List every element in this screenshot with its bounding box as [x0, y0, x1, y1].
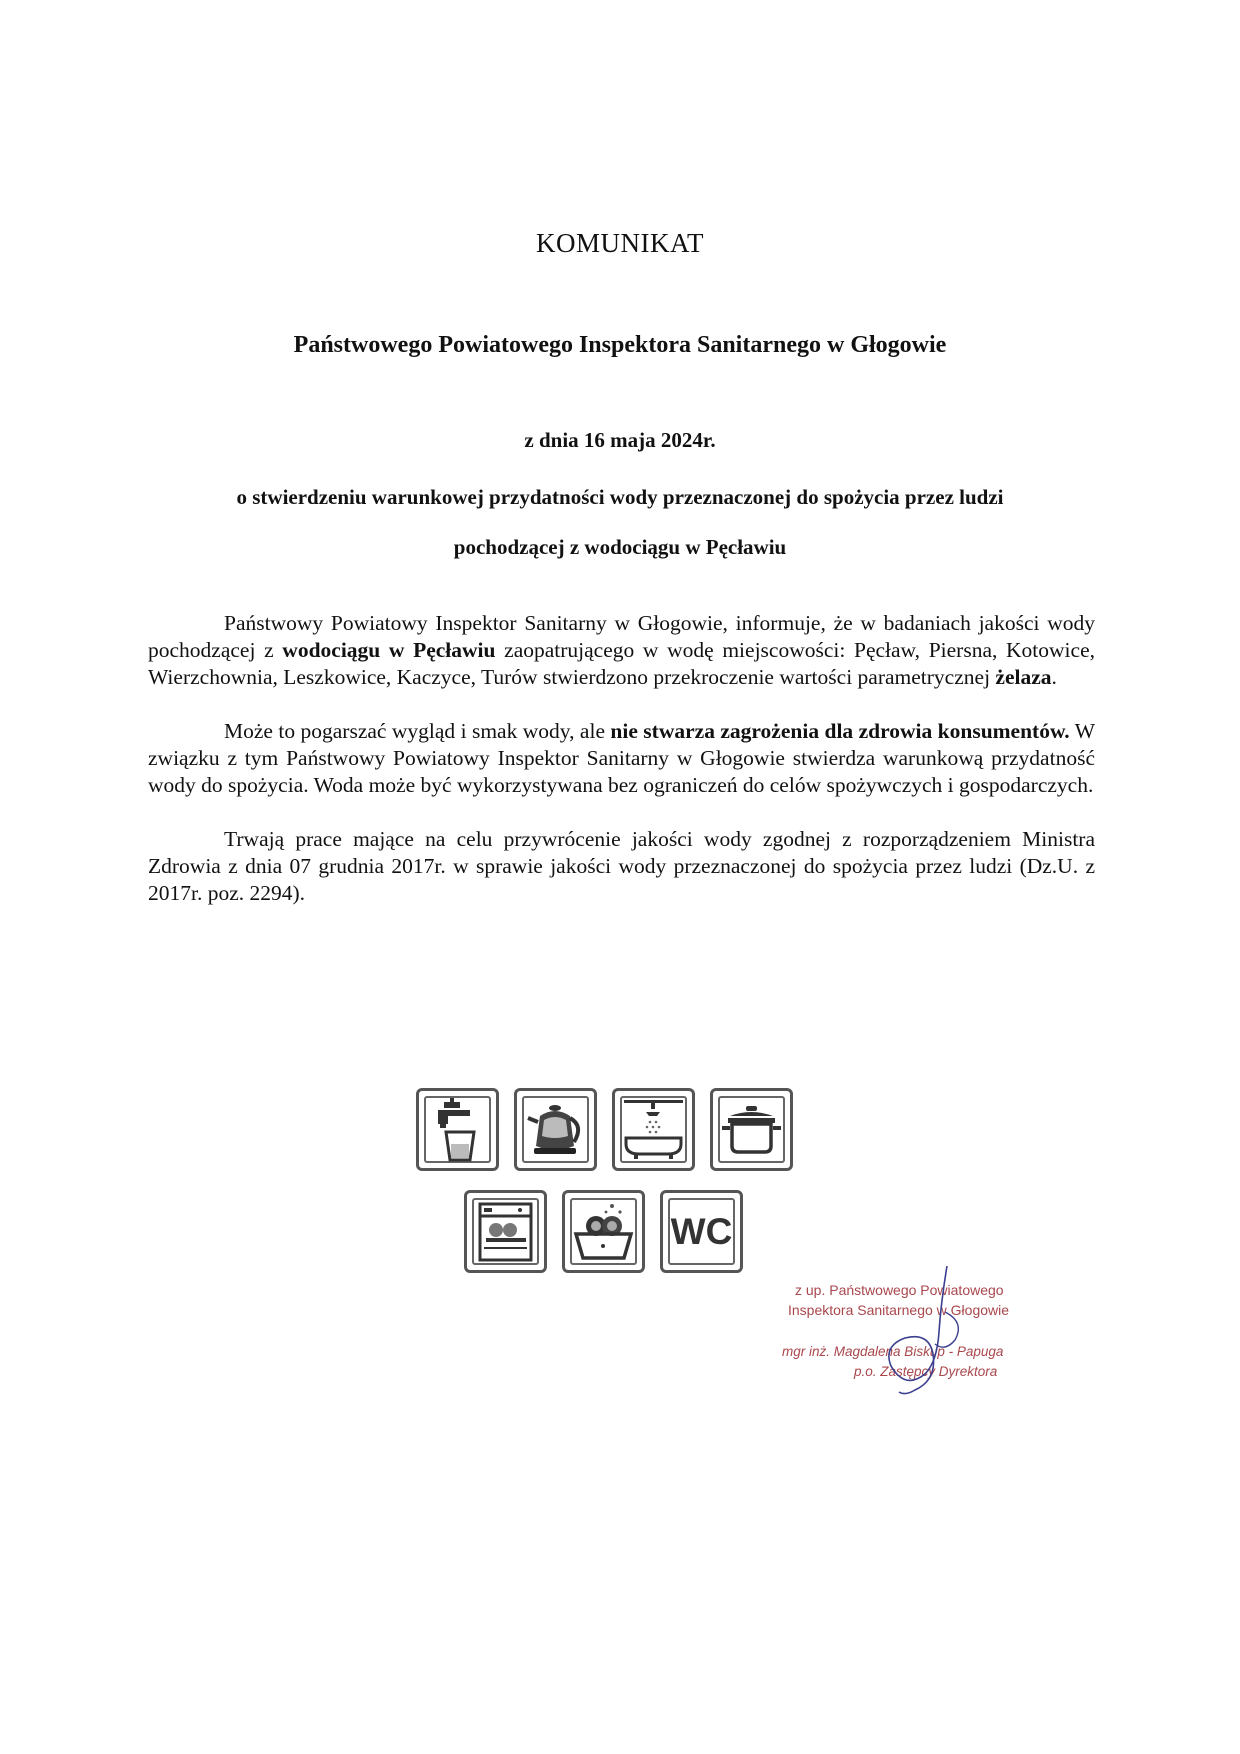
p1-text-e: .	[1051, 665, 1057, 689]
dishwasher-icon	[464, 1190, 547, 1273]
wc-label: WC	[670, 1210, 733, 1252]
stamp-line-3: mgr inż. Magdalena Biskup - Papuga	[782, 1344, 1004, 1359]
topic-line-1: o stwierdzeniu warunkowej przydatności wody przeznaczonej do spożycia przez ludzi	[236, 485, 1004, 509]
paragraph-2	[148, 718, 1095, 799]
document-title: KOMUNIKAT	[536, 228, 704, 258]
document-topic	[0, 472, 1240, 572]
p1-bold-waterworks: wodociągu w Pęcławiu	[282, 638, 496, 662]
cooking-pot-icon	[710, 1088, 793, 1171]
document-body	[148, 610, 1095, 934]
stamp-line-2: Inspektora Sanitarnego w Głogowie	[788, 1302, 1010, 1318]
handwritten-signature	[875, 1262, 985, 1402]
tap-glass-icon	[416, 1088, 499, 1171]
topic-line-2: pochodzącej z wodociągu w Pęcławiu	[453, 535, 787, 559]
issuer-subtitle: Państwowego Powiatowego Inspektora Sanitarnego w Głogowie	[293, 332, 947, 358]
paragraph-1	[148, 610, 1095, 691]
dish-washing-basin-icon	[562, 1190, 645, 1273]
p2-bold-no-threat: nie stwarza zagrożenia dla zdrowia konsumentów.	[610, 719, 1070, 743]
paragraph-3: Trwają prace mające na celu przywrócenie jakości wody zgodnej z rozporządzeniem Ministra Zdrowia z dnia 07 grudnia 2017r. w sprawie jakości wody przeznaczonej do spożycia przez ludzi (Dz.U. z 2017r. poz. 2294).	[148, 827, 1095, 905]
kettle-icon	[514, 1088, 597, 1171]
bathtub-shower-icon	[612, 1088, 695, 1171]
stamp-line-4: p.o. Zastępcy Dyrektora	[854, 1364, 998, 1379]
wc-icon	[660, 1190, 743, 1273]
usage-icons-grid	[412, 1088, 832, 1284]
p2-text-c: W związku z tym Państwowy Powiatowy Inspektor Sanitarny w Głogowie stwierdza warunkową przydatność wody do spożycia. Woda może być wykorzystywana bez ograniczeń do celów spożywczych i gospodarczych.	[148, 719, 1096, 797]
document-date: z dnia 16 maja 2024r.	[524, 428, 716, 452]
p1-text-a: Państwowy Powiatowy Inspektor Sanitarny w Głogowie, informuje, że w badaniach jakości wody pochodzącej z	[148, 611, 1095, 662]
p2-text-a: Może to pogarszać wygląd i smak wody, ale	[224, 719, 611, 743]
p1-text-c: zaopatrującego w wodę miejscowości: Pęcław, Piersna, Kotowice, Wierzchownia, Leszkowice, Kaczyce, Turów stwierdzono przekroczenie wartości parametrycznej	[148, 638, 1095, 689]
p1-bold-iron: żelaza	[995, 665, 1052, 689]
stamp-line-1: z up. Państwowego Powiatowego	[795, 1282, 1004, 1298]
